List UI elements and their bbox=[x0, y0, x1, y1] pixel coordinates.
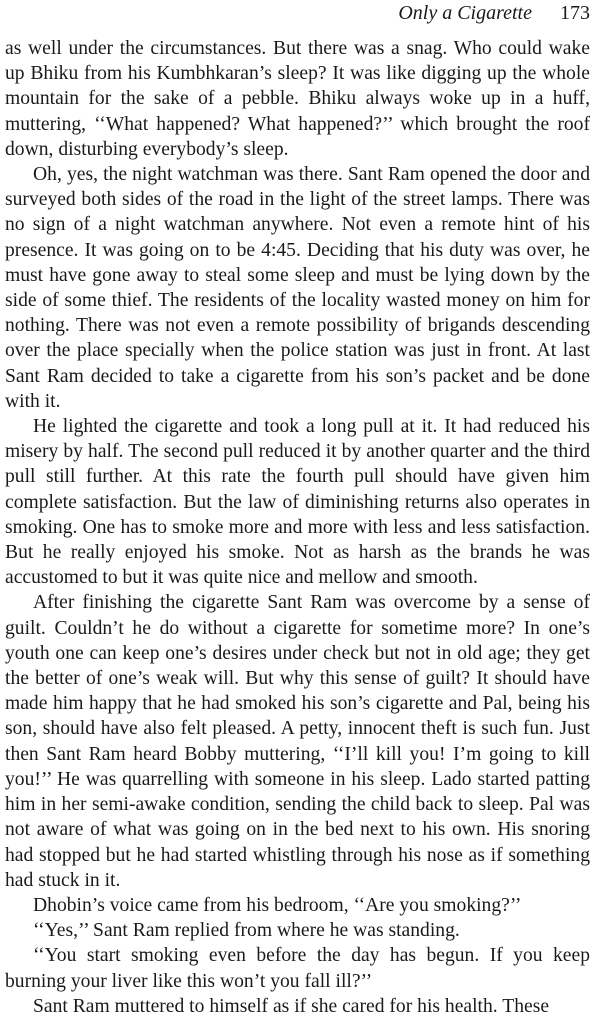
running-title: Only a Cigarette bbox=[398, 2, 532, 24]
paragraph: Oh, yes, the night watchman was there. Sant Ram opened the door and surveyed both sides of the road in the light of the street lamps. There was no sign of a night watchman anywhere. Not even a remote hint of his presence. It was going on to be 4:45. Deciding that his duty was over, he must have gone away to steal some sleep and must be lying down by the side of some thief. The residents of the locality wasted money on him for nothing. There was not even a remote possibility of brigands descending over the place specially when the police station was just in front. At last Sant Ram decided to take a cigarette from his son’s packet and be done with it. bbox=[5, 164, 590, 412]
paragraph: Dhobin’s voice came from his bedroom, ‘‘Are you smoking?’’ bbox=[33, 894, 522, 916]
body-text bbox=[5, 36, 590, 1019]
paragraph: ‘‘Yes,’’ Sant Ram replied from where he was standing. bbox=[33, 920, 460, 942]
paragraph: He lighted the cigarette and took a long pull at it. It had reduced his misery by half. The second pull reduced it by another quarter and the third pull still further. At this rate the fourth pull should have given him complete satisfaction. But the law of diminishing returns also operates in smoking. One has to smoke more and more with less and less satisfaction. But he really enjoyed his smoke. Not as harsh as the brands he was accustomed to but it was quite nice and mellow and smooth. bbox=[5, 416, 590, 589]
paragraph-continuation: as well under the circumstances. But there was a snag. Who could wake up Bhiku from his Kumbhkaran’s sleep? It was like digging up the whole mountain for the sake of a pebble. Bhiku always woke up in a huff, muttering, ‘‘What happened? What happened?’’ which brought the roof down, disturbing everybody’s sleep. bbox=[5, 38, 590, 160]
paragraph: ‘‘You start smoking even before the day has begun. If you keep burning your liver like this won’t you fall ill?’’ bbox=[5, 945, 590, 992]
running-head bbox=[5, 0, 590, 36]
page-number: 173 bbox=[560, 2, 590, 24]
paragraph: Sant Ram muttered to himself as if she cared for his health. These bbox=[33, 995, 550, 1017]
paragraph: After finishing the cigarette Sant Ram was overcome by a sense of guilt. Couldn’t he do without a cigarette for sometime more? In one’s youth one can keep one’s desires under check but not in old age; they get the better of one’s weak will. But why this sense of guilt? It should have made him happy that he had smoked his son’s cigarette and Pal, being his son, should have also felt pleased. A petty, innocent theft is such fun. Just then Sant Ram heard Bobby muttering, ‘‘I’ll kill you! I’m going to kill you!’’ He was quarrelling with someone in his sleep. Lado started patting him in her semi-awake condition, sending the child back to sleep. Pal was not aware of what was going on in the bed next to his own. His snoring had stopped but he had started whistling through his nose as if something had stuck in it. bbox=[5, 592, 590, 891]
